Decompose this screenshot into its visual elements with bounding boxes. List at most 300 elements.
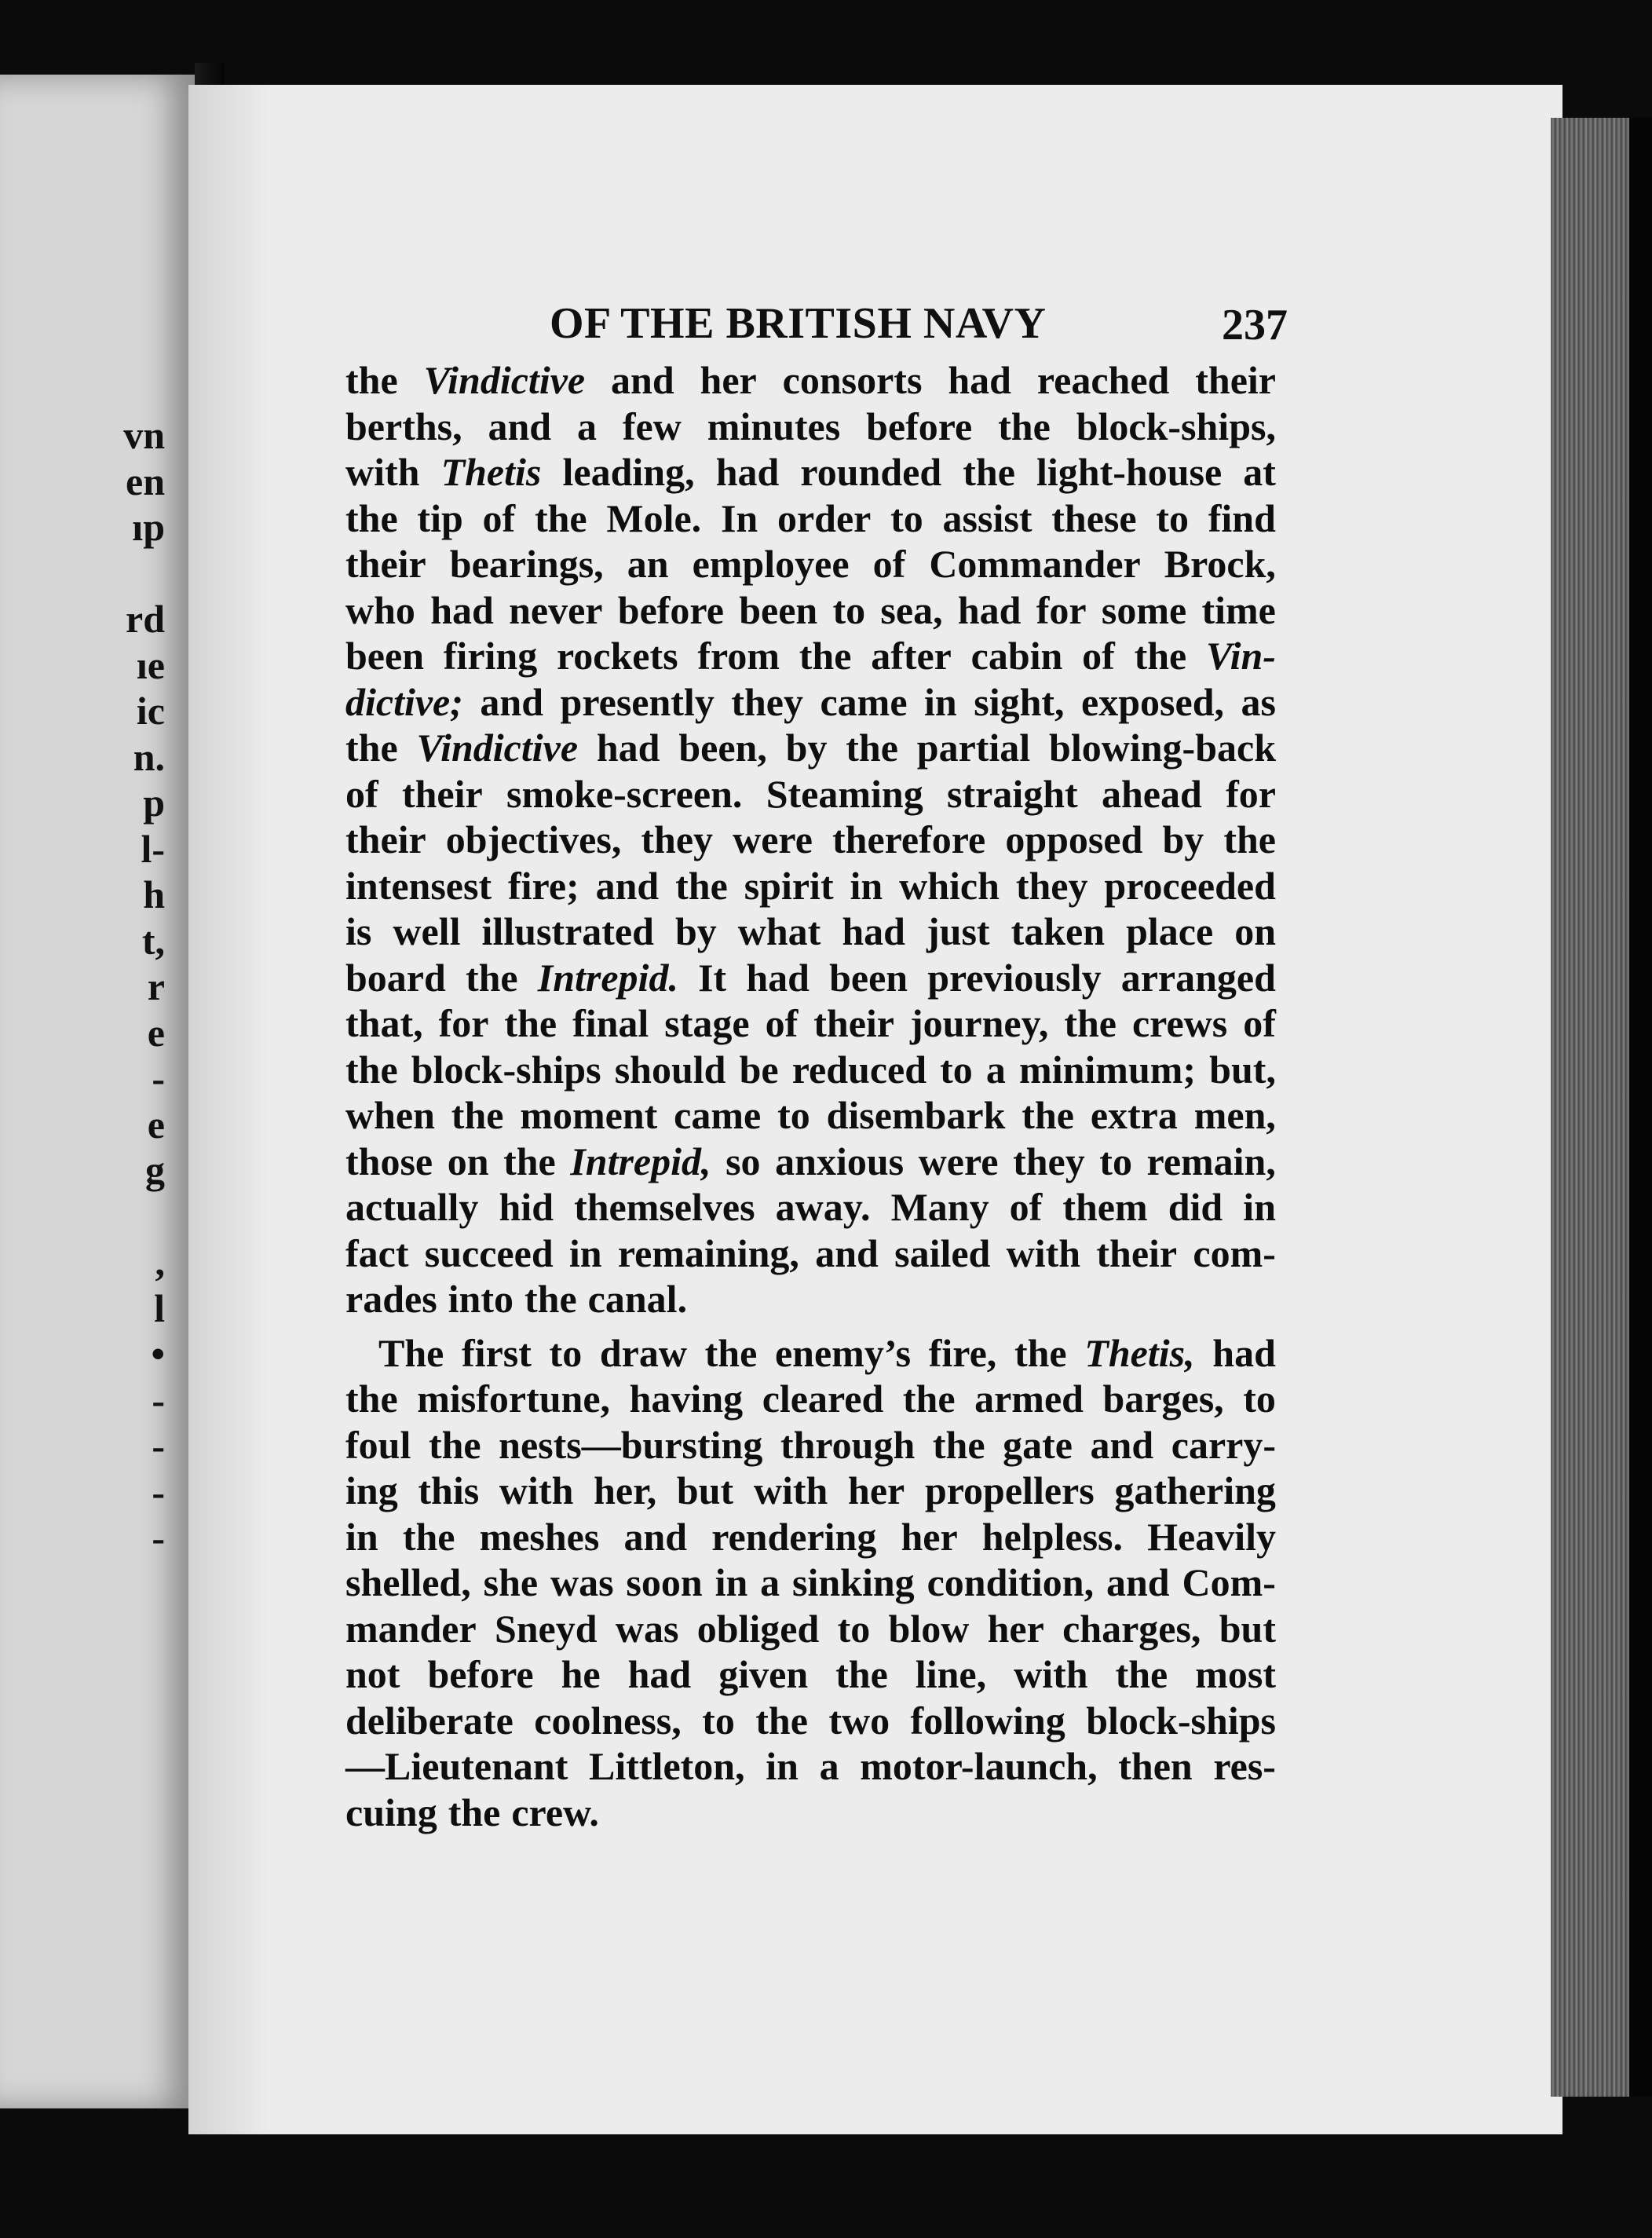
- word: be: [739, 1047, 779, 1092]
- word: minutes: [707, 404, 841, 448]
- word: the: [345, 1377, 398, 1421]
- word: their: [345, 817, 426, 861]
- word: bearings,: [449, 542, 604, 586]
- word: rounded: [800, 450, 942, 494]
- word: came: [674, 1093, 762, 1137]
- running-head: OF THE BRITISH NAVY: [550, 299, 1047, 348]
- word: came: [820, 679, 908, 724]
- word: charges,: [1062, 1606, 1201, 1651]
- word: with: [345, 450, 420, 494]
- word: to: [1243, 1377, 1276, 1421]
- word: dictive;: [345, 679, 463, 724]
- word: had: [430, 587, 494, 632]
- word: obliged: [696, 1606, 820, 1651]
- word: the: [1134, 634, 1187, 678]
- word: the: [534, 496, 587, 540]
- word: and: [611, 358, 674, 402]
- word: the: [428, 1422, 481, 1467]
- word: enemy’s: [774, 1330, 912, 1375]
- word: had: [1212, 1330, 1276, 1375]
- word: they: [1015, 863, 1088, 908]
- word: line,: [915, 1652, 987, 1696]
- word: themselves: [574, 1185, 755, 1229]
- facing-page-fragment: h: [143, 872, 165, 916]
- word: assist: [942, 496, 1032, 540]
- word: her: [700, 358, 757, 402]
- text-line: [345, 679, 1276, 726]
- word: smoke-screen.: [506, 771, 743, 816]
- word: mander: [345, 1606, 477, 1651]
- word: was: [615, 1606, 679, 1651]
- word: a: [819, 1744, 839, 1788]
- word: shelled,: [345, 1560, 471, 1604]
- word: just: [927, 909, 990, 953]
- facing-page-fragment: l: [154, 1285, 165, 1330]
- word: of: [1009, 1185, 1043, 1229]
- word: the: [503, 1139, 556, 1183]
- word: fire;: [508, 863, 579, 908]
- word: com-: [1193, 1231, 1276, 1275]
- word: the: [345, 496, 398, 540]
- word: the: [963, 450, 1015, 494]
- text-line: [345, 1000, 1276, 1047]
- word: in: [568, 1231, 602, 1275]
- word: presently: [560, 679, 715, 724]
- facing-page-fragment: -: [152, 1377, 165, 1422]
- word: which: [899, 863, 1000, 908]
- word: Vindictive: [423, 358, 586, 402]
- text-line: [345, 1184, 1276, 1231]
- word: and: [595, 863, 660, 908]
- word: been: [739, 587, 818, 632]
- word: in: [715, 1560, 748, 1604]
- page-block-edge: [1551, 118, 1629, 2097]
- word: the: [345, 726, 398, 770]
- word: Steaming: [766, 771, 923, 816]
- word: her: [987, 1606, 1044, 1651]
- word: stage: [664, 1001, 750, 1045]
- word: the: [402, 1514, 455, 1559]
- word: for: [1036, 587, 1087, 632]
- word: reached: [1036, 358, 1170, 402]
- word: their: [1096, 1231, 1178, 1275]
- text-line: [345, 587, 1276, 634]
- word: Vindictive: [416, 726, 579, 770]
- word: actually: [345, 1185, 479, 1229]
- text-line: [345, 633, 1276, 679]
- word: the: [835, 1652, 888, 1696]
- word: following: [910, 1698, 1065, 1742]
- word: he: [561, 1652, 601, 1696]
- text-line: [345, 1422, 1276, 1468]
- text-line: [345, 357, 1276, 404]
- text-line: [345, 404, 1276, 450]
- word: reduced: [791, 1047, 927, 1092]
- page-header: [550, 298, 1288, 353]
- word: the: [902, 1377, 956, 1421]
- text-line: [345, 1560, 1276, 1606]
- word: the: [1022, 1093, 1074, 1137]
- word: cleared: [762, 1377, 884, 1421]
- word: but,: [1209, 1047, 1276, 1092]
- word: with: [753, 1468, 828, 1512]
- word: with: [1006, 1231, 1081, 1275]
- facing-page-fragment: -: [152, 1424, 165, 1468]
- facing-page-fragment: ic: [136, 689, 165, 733]
- word: but: [1219, 1606, 1276, 1651]
- word: block-ships: [411, 1047, 601, 1092]
- word: propellers: [924, 1468, 1095, 1512]
- word: consorts: [782, 358, 923, 402]
- text-line: [345, 909, 1276, 955]
- word: meshes: [479, 1514, 600, 1559]
- word: most: [1195, 1652, 1276, 1696]
- word: and: [1090, 1422, 1154, 1467]
- word: having: [629, 1377, 744, 1421]
- word: what: [737, 909, 821, 953]
- word: of: [1243, 1001, 1276, 1045]
- word: their: [813, 1001, 894, 1045]
- word: straight: [947, 771, 1078, 816]
- word: armed: [974, 1377, 1084, 1421]
- word: the: [675, 863, 728, 908]
- word: in: [345, 1514, 378, 1559]
- word: taken: [1011, 909, 1106, 953]
- word: misfortune,: [417, 1377, 611, 1421]
- word: succeed: [424, 1231, 554, 1275]
- text-line: [345, 1376, 1276, 1422]
- word: the: [451, 1093, 504, 1137]
- word: employee: [692, 542, 850, 586]
- word: Littleton,: [589, 1744, 745, 1788]
- word: board: [345, 955, 446, 1000]
- word: first: [462, 1330, 532, 1375]
- text-line: [345, 1698, 1276, 1744]
- word: to: [890, 496, 923, 540]
- word: extra: [1090, 1093, 1178, 1137]
- word: res-: [1213, 1744, 1276, 1788]
- word: had: [715, 450, 780, 494]
- word: through: [780, 1422, 916, 1467]
- word: Heavily: [1147, 1514, 1276, 1559]
- paragraph: [345, 1330, 1276, 1836]
- word: helpless.: [981, 1514, 1123, 1559]
- text-line: [345, 955, 1276, 1001]
- word: soon: [626, 1560, 703, 1604]
- facing-page-fragment: -: [152, 1469, 165, 1514]
- word: for: [1226, 771, 1276, 816]
- word: had: [957, 587, 1022, 632]
- word: had: [627, 1652, 692, 1696]
- text-line: [345, 1514, 1276, 1560]
- word: to: [940, 1047, 973, 1092]
- word: their: [401, 771, 483, 816]
- word: the: [1064, 1001, 1117, 1045]
- word: they: [731, 679, 803, 724]
- word: crews: [1131, 1001, 1228, 1045]
- word: not: [345, 1652, 400, 1696]
- word: anxious: [775, 1139, 905, 1183]
- facing-page-fragment: rd: [126, 597, 165, 641]
- facing-page-fragment: e: [147, 1010, 165, 1055]
- word: never: [509, 587, 603, 632]
- word: the: [524, 1277, 577, 1321]
- word: the: [755, 1698, 808, 1742]
- word: of: [872, 542, 906, 586]
- word: so: [725, 1139, 761, 1183]
- word: light-house: [1036, 450, 1223, 494]
- word: given: [718, 1652, 809, 1696]
- word: and: [480, 679, 544, 724]
- word: place: [1126, 909, 1214, 953]
- word: her,: [594, 1468, 657, 1512]
- word: remain,: [1146, 1139, 1276, 1183]
- word: fact: [345, 1231, 409, 1275]
- word: had: [948, 358, 1011, 402]
- word: away.: [775, 1185, 871, 1229]
- word: arranged: [1120, 955, 1276, 1000]
- facing-page-fragment: p: [143, 781, 165, 825]
- word: the: [704, 1330, 758, 1375]
- word: berths,: [345, 404, 462, 448]
- facing-page-fragment: n.: [133, 734, 165, 779]
- word: final: [572, 1001, 649, 1045]
- word: men,: [1193, 1093, 1276, 1137]
- word: as: [1241, 679, 1276, 724]
- word: the: [465, 955, 518, 1000]
- facing-page-fragment: l-: [141, 826, 165, 871]
- word: before: [866, 404, 973, 448]
- facing-page-fragment: ıp: [132, 505, 165, 549]
- word: they: [641, 817, 714, 861]
- scan-border: [1629, 118, 1652, 2097]
- facing-page-fragment: e: [147, 1102, 165, 1146]
- word: of: [765, 1001, 799, 1045]
- word: condition,: [927, 1560, 1095, 1604]
- facing-page-edge: [0, 75, 195, 2108]
- word: had: [746, 955, 810, 1000]
- word: time: [1201, 587, 1276, 632]
- word: sea,: [880, 587, 943, 632]
- word: proceeded: [1104, 863, 1276, 908]
- word: before: [427, 1652, 534, 1696]
- word: the: [448, 1790, 501, 1834]
- word: to: [777, 1093, 810, 1137]
- facing-page-fragment: -: [152, 1516, 165, 1560]
- word: of: [345, 771, 378, 816]
- word: firing: [443, 634, 538, 678]
- word: journey,: [909, 1001, 1049, 1045]
- word: some: [1101, 587, 1187, 632]
- word: in: [766, 1744, 799, 1788]
- text-line: [345, 1231, 1276, 1277]
- word: fire,: [928, 1330, 997, 1375]
- word: with: [1014, 1652, 1088, 1696]
- word: to: [837, 1606, 871, 1651]
- word: cabin: [970, 634, 1063, 678]
- word: objectives,: [445, 817, 622, 861]
- body-text: [345, 357, 1276, 1835]
- word: on: [447, 1139, 489, 1183]
- word: The: [378, 1330, 444, 1375]
- word: carry-: [1171, 1422, 1276, 1467]
- word: into: [448, 1277, 514, 1321]
- word: spirit: [744, 863, 834, 908]
- word: were: [918, 1139, 999, 1183]
- word: her: [901, 1514, 958, 1559]
- word: Vin-: [1206, 634, 1276, 678]
- word: Brock,: [1164, 542, 1276, 586]
- text-line: [345, 1092, 1276, 1139]
- word: been: [829, 955, 908, 1000]
- word: and: [623, 1514, 688, 1559]
- word: the: [504, 1001, 557, 1045]
- word: minimum;: [1019, 1047, 1197, 1092]
- word: with: [499, 1468, 574, 1512]
- word: the: [799, 634, 852, 678]
- word: to: [832, 587, 866, 632]
- word: barges,: [1102, 1377, 1224, 1421]
- word: draw: [599, 1330, 687, 1375]
- word: that,: [345, 1001, 423, 1045]
- word: these: [1051, 496, 1137, 540]
- facing-page-fragment: ,: [155, 1240, 165, 1284]
- word: motor-launch,: [860, 1744, 1098, 1788]
- text-line: [345, 863, 1276, 909]
- text-line: [345, 449, 1276, 496]
- word: them: [1062, 1185, 1148, 1229]
- word: of: [1082, 634, 1115, 678]
- word: rendering: [711, 1514, 877, 1559]
- word: by: [785, 726, 828, 770]
- word: remaining,: [617, 1231, 799, 1275]
- word: but: [676, 1468, 734, 1512]
- word: Thetis: [440, 450, 542, 494]
- text-line: [345, 1651, 1276, 1698]
- word: cuing: [345, 1790, 437, 1834]
- word: rockets: [557, 634, 678, 678]
- word: Mole.: [606, 496, 702, 540]
- word: foul: [345, 1422, 411, 1467]
- word: It: [698, 955, 727, 1000]
- text-line: [345, 1139, 1276, 1185]
- word: opposed: [1005, 817, 1143, 861]
- word: crew.: [511, 1790, 599, 1834]
- word: few: [622, 404, 682, 448]
- word: been: [345, 634, 424, 678]
- word: then: [1118, 1744, 1193, 1788]
- word: gate: [1003, 1422, 1073, 1467]
- word: ahead: [1102, 771, 1202, 816]
- word: for: [438, 1001, 489, 1045]
- word: should: [614, 1047, 726, 1092]
- word: in: [924, 679, 957, 724]
- text-line: [345, 1330, 1276, 1377]
- word: they: [1013, 1139, 1085, 1183]
- word: to: [1156, 496, 1189, 540]
- word: deliberate: [345, 1698, 514, 1742]
- word: blow: [888, 1606, 970, 1651]
- text-line: [345, 496, 1276, 542]
- word: find: [1208, 496, 1276, 540]
- word: is: [345, 909, 372, 953]
- word: of: [482, 496, 516, 540]
- word: order: [777, 496, 872, 540]
- word: two: [828, 1698, 890, 1742]
- word: by: [1162, 817, 1204, 861]
- word: and: [1106, 1560, 1170, 1604]
- text-line: [345, 1743, 1276, 1790]
- word: a: [577, 404, 598, 448]
- facing-page-fragment: ıe: [136, 642, 165, 687]
- word: to: [1099, 1139, 1132, 1183]
- word: disembark: [826, 1093, 1006, 1137]
- word: the: [345, 358, 398, 402]
- word: her: [848, 1468, 905, 1512]
- facing-page-fragment: [0, 550, 165, 597]
- word: sailed: [894, 1231, 991, 1275]
- word: the: [998, 404, 1051, 448]
- word: exposed,: [1081, 679, 1225, 724]
- word: a: [985, 1047, 1006, 1092]
- word: from: [697, 634, 780, 678]
- word: those: [345, 1139, 433, 1183]
- word: coolness,: [534, 1698, 682, 1742]
- word: Thetis,: [1084, 1330, 1195, 1375]
- text-line: [345, 1606, 1276, 1652]
- word: nests—bursting: [499, 1422, 763, 1467]
- facing-page-fragment: t,: [141, 918, 165, 963]
- word: rades: [345, 1277, 437, 1321]
- word: moment: [520, 1093, 658, 1137]
- word: Com-: [1182, 1560, 1276, 1604]
- word: block-ships,: [1076, 404, 1276, 448]
- word: by: [674, 909, 717, 953]
- word: this: [418, 1468, 480, 1512]
- word: their: [1195, 358, 1276, 402]
- word: well: [393, 909, 461, 953]
- facing-page-fragment: -: [152, 1056, 165, 1100]
- facing-page-fragment: •: [151, 1332, 165, 1376]
- word: on: [1234, 909, 1276, 953]
- word: block-ships: [1086, 1698, 1276, 1742]
- word: leading,: [562, 450, 695, 494]
- text-line: [345, 725, 1276, 771]
- word: and: [488, 404, 552, 448]
- word: the: [1115, 1652, 1168, 1696]
- word: before: [617, 587, 724, 632]
- word: the: [1223, 817, 1276, 861]
- word: Intrepid,: [570, 1139, 711, 1183]
- word: Commander: [929, 542, 1141, 586]
- facing-page-fragment: en: [126, 459, 165, 503]
- facing-page-text-fragments: [0, 412, 165, 1561]
- word: therefore: [831, 817, 986, 861]
- word: in: [1243, 1185, 1276, 1229]
- text-line: [345, 1468, 1276, 1514]
- word: at: [1243, 450, 1276, 494]
- word: was: [550, 1560, 614, 1604]
- facing-page-fragment: g: [145, 1148, 165, 1192]
- word: Sneyd: [494, 1606, 598, 1651]
- word: in: [850, 863, 883, 908]
- word: a: [760, 1560, 780, 1604]
- word: partial: [916, 726, 1031, 770]
- word: did: [1168, 1185, 1223, 1229]
- word: sight,: [974, 679, 1065, 724]
- facing-page-fragment: r: [147, 964, 165, 1008]
- word: had: [842, 909, 905, 953]
